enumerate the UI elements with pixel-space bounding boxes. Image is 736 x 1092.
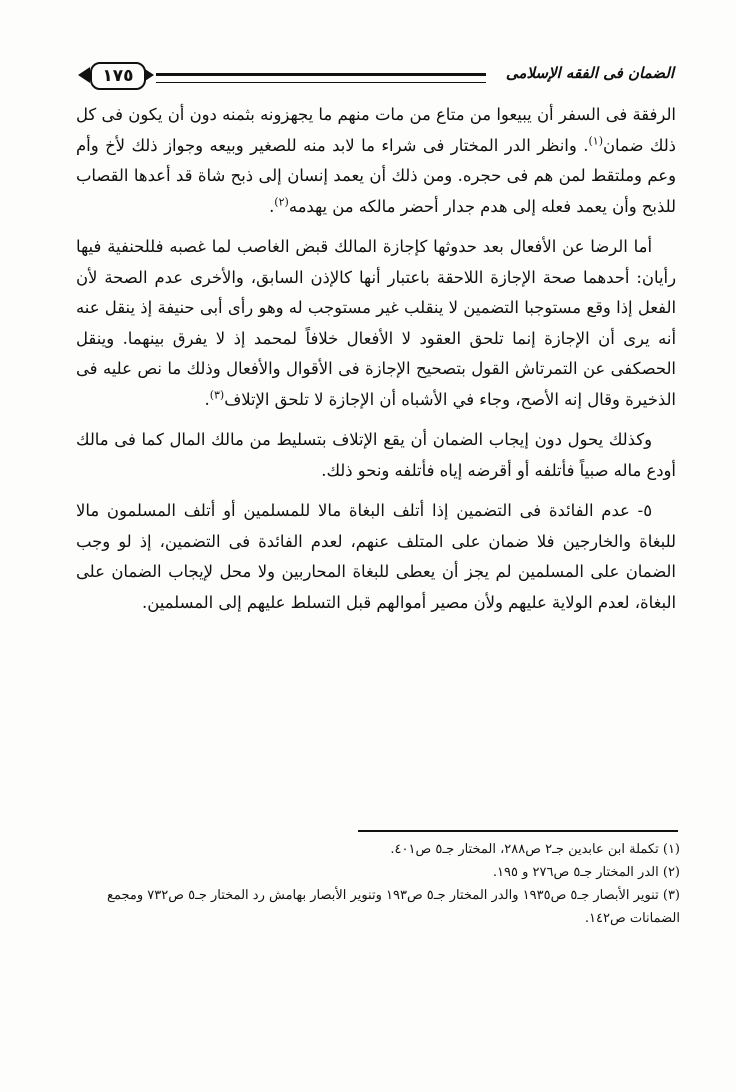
paragraph-3: وكذلك يحول دون إيجاب الضمان أن يقع الإتلاف بتسليط من مالك المال كما فى مالك أودع ماله صبياً فأتلفه أو أقرضه إياه فأتلفه ونحو ذلك. <box>76 430 676 480</box>
running-title: الضمان فى الفقه الإسلامى <box>505 64 674 82</box>
badge-left-arrow-icon <box>78 67 90 83</box>
page-number-badge <box>78 62 154 88</box>
footnote-3: (٣) تنوير الأبصار جـ٥ ص١٩٣٥ والدر المختار جـ٥ ص١٩٣ وتنوير الأبصار بهامش رد المختار جـ٥ ص٧٣٢ ومجمع الضمانات ص١٤٢. <box>107 888 680 926</box>
footnote-ref-1: (١) <box>588 134 603 148</box>
footnote-2: (٢) الدر المختار جـ٥ ص٢٧٦ و ١٩٥. <box>492 865 680 880</box>
footnote-ref-2: (٢) <box>274 195 289 209</box>
header-rule <box>156 73 486 83</box>
running-header <box>78 62 674 90</box>
footnote-ref-3: (٣) <box>209 388 225 402</box>
footnote-1: (١) تكملة ابن عابدين جـ٢ ص٢٨٨، المختار جـ٥ ص٤٠١. <box>390 842 680 857</box>
page-number: ١٧٥ <box>90 62 146 90</box>
paragraph-4: ٥- عدم الفائدة فى التضمين إذا أتلف البغاة مالا للمسلمين أو أتلف المسلمون مالا للبغاة والخارجين فلا ضمان على المتلف عنهم، لعدم الفائدة فى التضمين، إذ لو وجب الضمان على المسلمين لم يجز أن يعطى للبغاة المحاربين ولا محل لإيجاب الضمان على البغاة، لعدم الولاية عليهم ولأن مصير أموالهم قبل التسلط عليهم إلى المسلمين. <box>76 501 676 612</box>
paragraph-1: الرفقة فى السفر أن يبيعوا من متاع من مات منهم ما يجهزونه بثمنه دون أن يكون فى كل ذلك ضمان$^{(١)}$. وانظر الدر المختار فى شراء ما لابد منه للصغير وبيعه وجواز ذلك لأخ وأم وعم وملتقط لمن هم فى حجره. ومن ذلك أن يعمد إنسان إلى ذبح شاة قد أعدها القصاب للذبح وأن يعمد فعله إلى هدم جدار أحضر مالكه من يهدمه$^{(٢)}$. <box>76 105 676 216</box>
body-text <box>76 100 676 628</box>
footnotes <box>70 838 680 930</box>
paragraph-2: أما الرضا عن الأفعال بعد حدوثها كإجازة المالك قبض الغاصب لما غصبه فللحنفية فيها رأيان: أحدهما صحة الإجازة اللاحقة باعتبار أنها كالإذن السابق، والأخرى عدم الصحة لأن الفعل إذا وقع مستوجبا التضمين لا ينقلب غير مستوجب له وهو رأى أبى حنيفة إذ ينقل عنه أنه يرى أن الإجازة إنما تلحق العقود لا الأفعال خلافاً لمحمد إذ لا يفرق بينهما. وينقل الحصكفى عن التمرتاش القول بتصحيح الإجازة فى الأقوال والأفعال وذلك ما نص عليه فى الذخيرة وقال إنه الأصح، وجاء في الأشباه أن الإجازة لا تلحق الإتلاف$^{(٣)}$. <box>76 237 676 409</box>
footnote-separator <box>358 830 678 832</box>
